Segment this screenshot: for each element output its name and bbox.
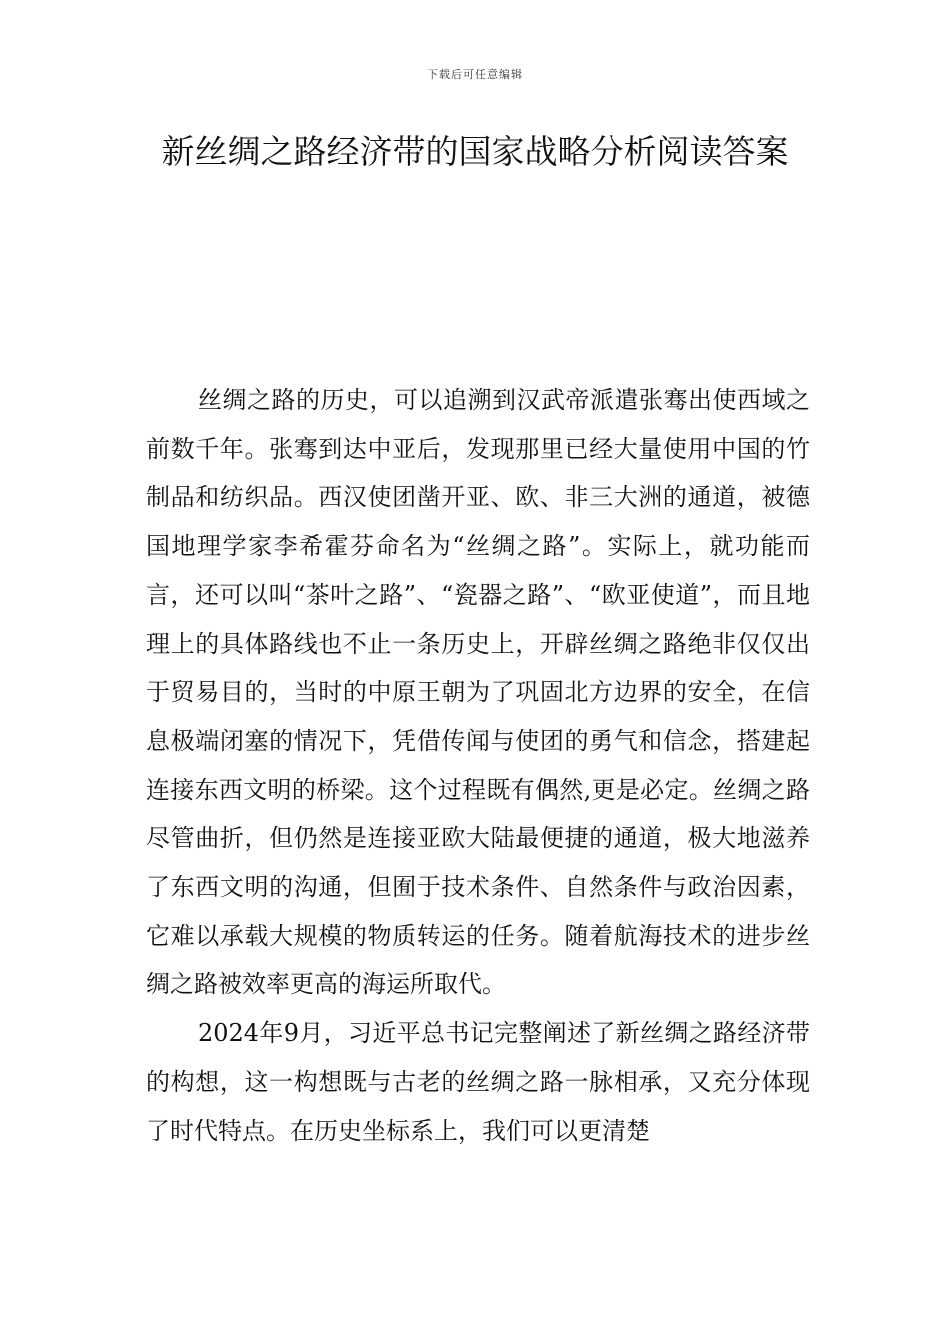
document-title: 新丝绸之路经济带的国家战略分析阅读答案 [161, 132, 789, 171]
document-body [146, 376, 810, 1155]
header-note: 下载后可任意编辑 [427, 68, 523, 81]
body-paragraph: 丝绸之路的历史，可以追溯到汉武帝派遣张骞出使西域之前数千年。张骞到达中亚后，发现那里已经大量使用中国的竹制品和纺织品。西汉使团凿开亚、欧、非三大洲的通道，被德国地理学家李希霍芬命名为“丝绸之路”。实际上，就功能而言，还可以叫“茶叶之路”、“瓷器之路”、“欧亚使道”，而且地理上的具体路线也不止一条历史上，开辟丝绸之路绝非仅仅出于贸易目的，当时的中原王朝为了巩固北方边界的安全，在信息极端闭塞的情况下，凭借传闻与使团的勇气和信念，搭建起连接东西文明的桥梁。这个过程既有偶然,更是必定。丝绸之路尽管曲折，但仍然是连接亚欧大陆最便捷的通道，极大地滋养了东西文明的沟通，但囿于技术条件、自然条件与政治因素，它难以承载大规模的物质转运的任务。随着航海技术的进步丝绸之路被效率更高的海运所取代。 [146, 386, 810, 999]
body-paragraph: 2024年9月，习近平总书记完整阐述了新丝绸之路经济带的构想，这一构想既与古老的丝绸之路一脉相承，又充分体现了时代特点。在历史坐标系上，我们可以更清楚 [146, 1019, 810, 1145]
